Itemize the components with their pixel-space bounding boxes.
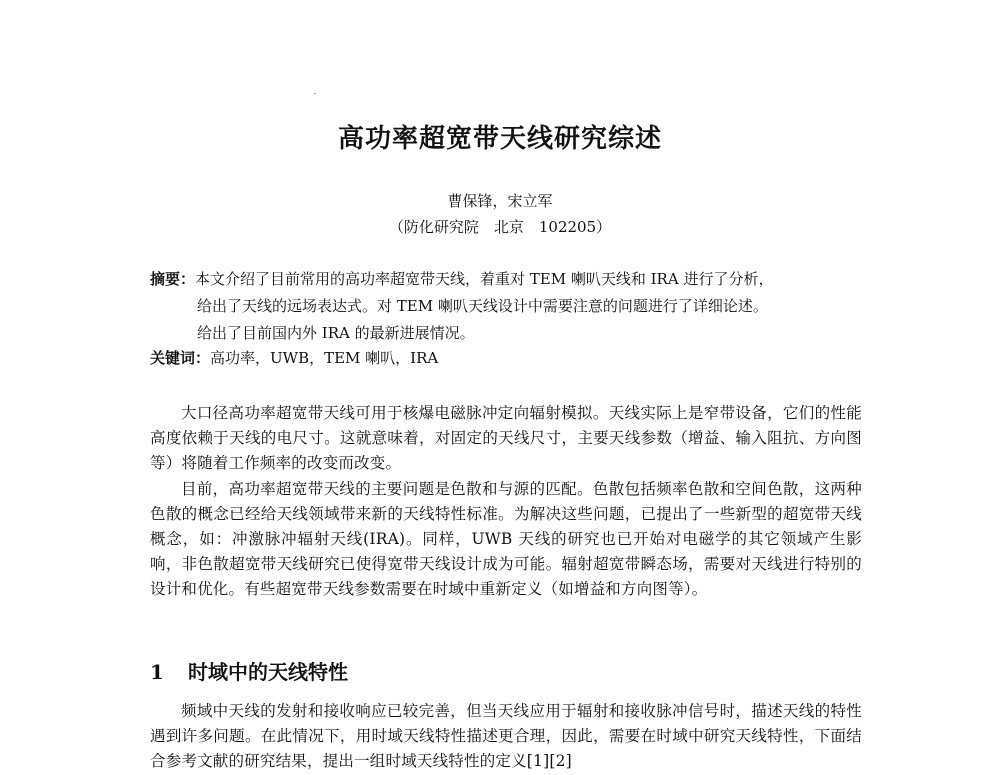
keywords-text: 高功率，UWB，TEM 喇叭，IRA (210, 349, 439, 367)
affiliation: （防化研究院 北京 102205） (388, 218, 612, 236)
keywords-line (150, 347, 438, 368)
abstract-text-2: 给出了天线的远场表达式。对 TEM 喇叭天线设计中需要注意的问题进行了详细论述。 (197, 297, 768, 315)
intro-body (150, 401, 862, 603)
body-paragraph: 目前，高功率超宽带天线的主要问题是色散和与源的匹配。色散包括频率色散和空间色散，这两种色散的概念已经给天线领域带来新的天线特性标准。为解决这些问题，已提出了一些新型的超宽带天线概念，如：冲激脉冲辐射天线(IRA)。同样，UWB 天线的研究也已开始对电磁学的其它领域产生影响，非色散超宽带天线研究已使得宽带天线设计成为可能。辐射超宽带瞬态场，需要对天线进行特别的设计和优化。有些超宽带天线参数需要在时域中重新定义（如增益和方向图等）。 (150, 479, 862, 599)
section-number: 1 (150, 660, 164, 684)
paper-title: 高功率超宽带天线研究综述 (337, 124, 662, 154)
scan-speck (314, 93, 316, 94)
keywords-label: 关键词： (150, 349, 211, 367)
abstract-text-1: 本文介绍了目前常用的高功率超宽带天线，着重对 TEM 喇叭天线和 IRA 进行了分析， (195, 270, 774, 288)
body-paragraph: 大口径高功率超宽带天线可用于核爆电磁脉冲定向辐射模拟。天线实际上是窄带设备，它们的性能高度依赖于天线的电尺寸。这就意味着，对固定的天线尺寸，主要天线参数（增益、输入阻抗、方向图等）将随着工作频率的改变而改变。 (150, 404, 862, 473)
section-body (150, 699, 862, 775)
abstract-line-1 (150, 266, 866, 293)
abstract-line-2 (150, 293, 866, 320)
abstract-line-3 (150, 320, 866, 347)
abstract-label: 摘要： (150, 270, 196, 288)
abstract-text-3: 给出了目前国内外 IRA 的最新进展情况。 (197, 324, 475, 342)
section-heading (150, 656, 348, 685)
author-list: 曹保锋，宋立军 (447, 192, 553, 210)
section-title-text: 时域中的天线特性 (188, 660, 348, 684)
abstract-block (150, 266, 866, 347)
section-paragraph: 频域中天线的发射和接收响应已较完善，但当天线应用于辐射和接收脉冲信号时，描述天线的特性遇到许多问题。在此情况下，用时域天线特性描述更合理，因此，需要在时域中研究天线特性，下面结合参考文献的研究结果，提出一组时域天线特性的定义[1][2] (150, 702, 862, 771)
